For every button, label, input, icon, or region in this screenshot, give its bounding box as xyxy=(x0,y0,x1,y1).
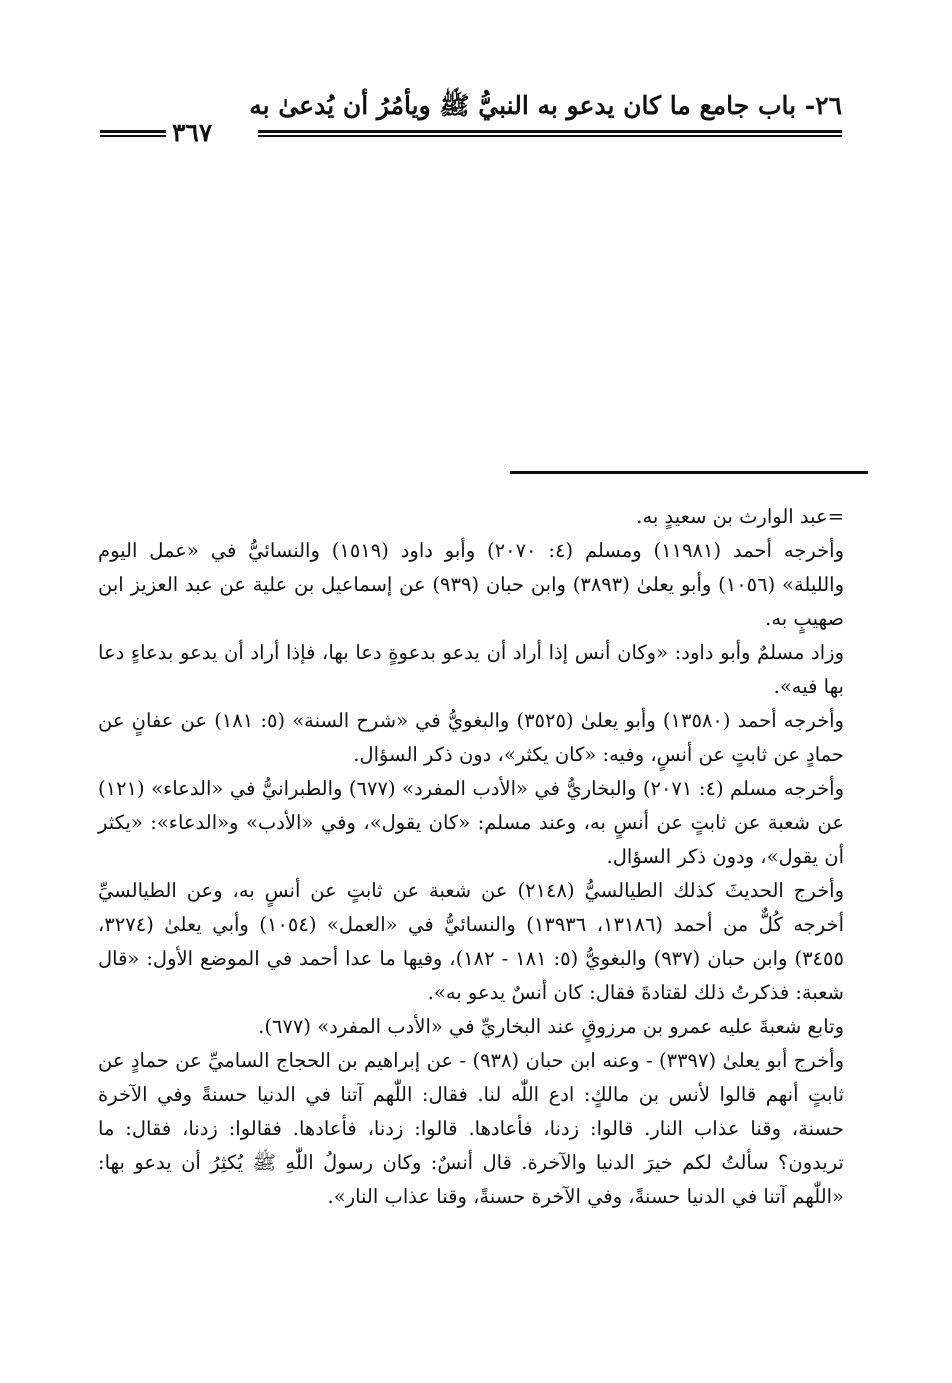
footnote-paragraph: وزاد مسلمٌ وأبو داود: «وكان أنس إذا أراد أن يدعو بدعوةٍ دعا بها، فإذا أراد أن يدعو بدعاءٍ دعا بها فيه». xyxy=(98,641,844,698)
header-rule-left xyxy=(100,130,166,137)
page-header xyxy=(100,88,842,152)
chapter-title: ٢٦- باب جامع ما كان يدعو به النبيُّ ﷺ ويأمُرُ أن يُدعىٰ به xyxy=(249,91,842,120)
footnote-separator xyxy=(510,471,868,474)
footnote-paragraph: وأخرج أبو يعلىٰ (٣٣٩٧) - وعنه ابن حبان (٩٣٨) - عن إبراهيم بن الحجاج الساميِّ عن حمادٍ عن ثابتٍ أنهم قالوا لأنس بن مالكٍ: ادع اللّٰه لنا. فقال: اللّٰهم آتنا في الدنيا حسنةً وفي الآخرة حسنة، وقنا عذاب النار. قالوا: زدنا، فأعادها. قالوا: زدنا، فأعادها. فقالوا: زدنا، فقال: ما تريدون؟ سألتُ لكم خيرَ الدنيا والآخرة. قال أنسٌ: وكان رسولُ اللّٰهِ ﷺ يُكثِرُ أن يدعو بها: «اللّٰهم آتنا في الدنيا حسنةً، وفي الآخرة حسنةً، وقنا عذاب النار». xyxy=(98,1049,845,1208)
footnote-paragraph: وأخرجه أحمد (١١٩٨١) ومسلم (٤: ٢٠٧٠) وأبو داود (١٥١٩) والنسائيُّ في «عمل اليوم والليلة» (١٠٥٦) وأبو يعلىٰ (٣٨٩٣) وابن حبان (٩٣٩) عن إسماعيل بن علية عن عبد العزيز ابن صهيبٍ به. xyxy=(98,539,844,630)
footnote-paragraph: وأخرجه أحمد (١٣٥٨٠) وأبو يعلىٰ (٣٥٢٥) والبغويُّ في «شرح السنة» (٥: ١٨١) عن عفانٍ عن حمادٍ عن ثابتٍ عن أنسٍ، وفيه: «كان يكثر»، دون ذكر السؤال. xyxy=(98,709,844,766)
footnotes-section xyxy=(98,500,844,1214)
footnote-paragraph: وأخرجه مسلم (٤: ٢٠٧١) والبخاريُّ في «الأدب المفرد» (٦٧٧) والطبرانيُّ في «الدعاء» (١٢١) عن شعبة عن ثابتٍ عن أنسٍ به، وعند مسلم: «كان يقول»، وفي «الأدب» و«الدعاء»: «يكثر أن يقول»، ودون ذكر السؤال. xyxy=(98,777,844,868)
footnote-paragraph: وأخرج الحديثَ كذلك الطيالسيُّ (٢١٤٨) عن شعبة عن ثابتٍ عن أنسٍ به، وعن الطيالسيِّ أخرجه كُلٌّ من أحمد (١٣١٨٦، ١٣٩٣٦) والنسائيُّ في «العمل» (١٠٥٤) وأبي يعلىٰ (٣٢٧٤، ٣٤٥٥) وابن حبان (٩٣٧) والبغويُّ (٥: ١٨١ - ١٨٢)، وفيها ما عدا أحمد في الموضع الأول: «قال شعبة: فذكرتُ ذلك لقتادةَ فقال: كان أنسٌ يدعو به». xyxy=(98,879,845,1004)
footnote-paragraph: =عبد الوارث بن سعيدٍ به. xyxy=(636,505,844,528)
footnote-paragraph: وتابع شعبةَ عليه عمرو بن مرزوقٍ عند البخاريِّ في «الأدب المفرد» (٦٧٧). xyxy=(258,1015,844,1038)
header-rule-right xyxy=(258,130,842,137)
page-number: ٣٦٧ xyxy=(172,118,213,147)
